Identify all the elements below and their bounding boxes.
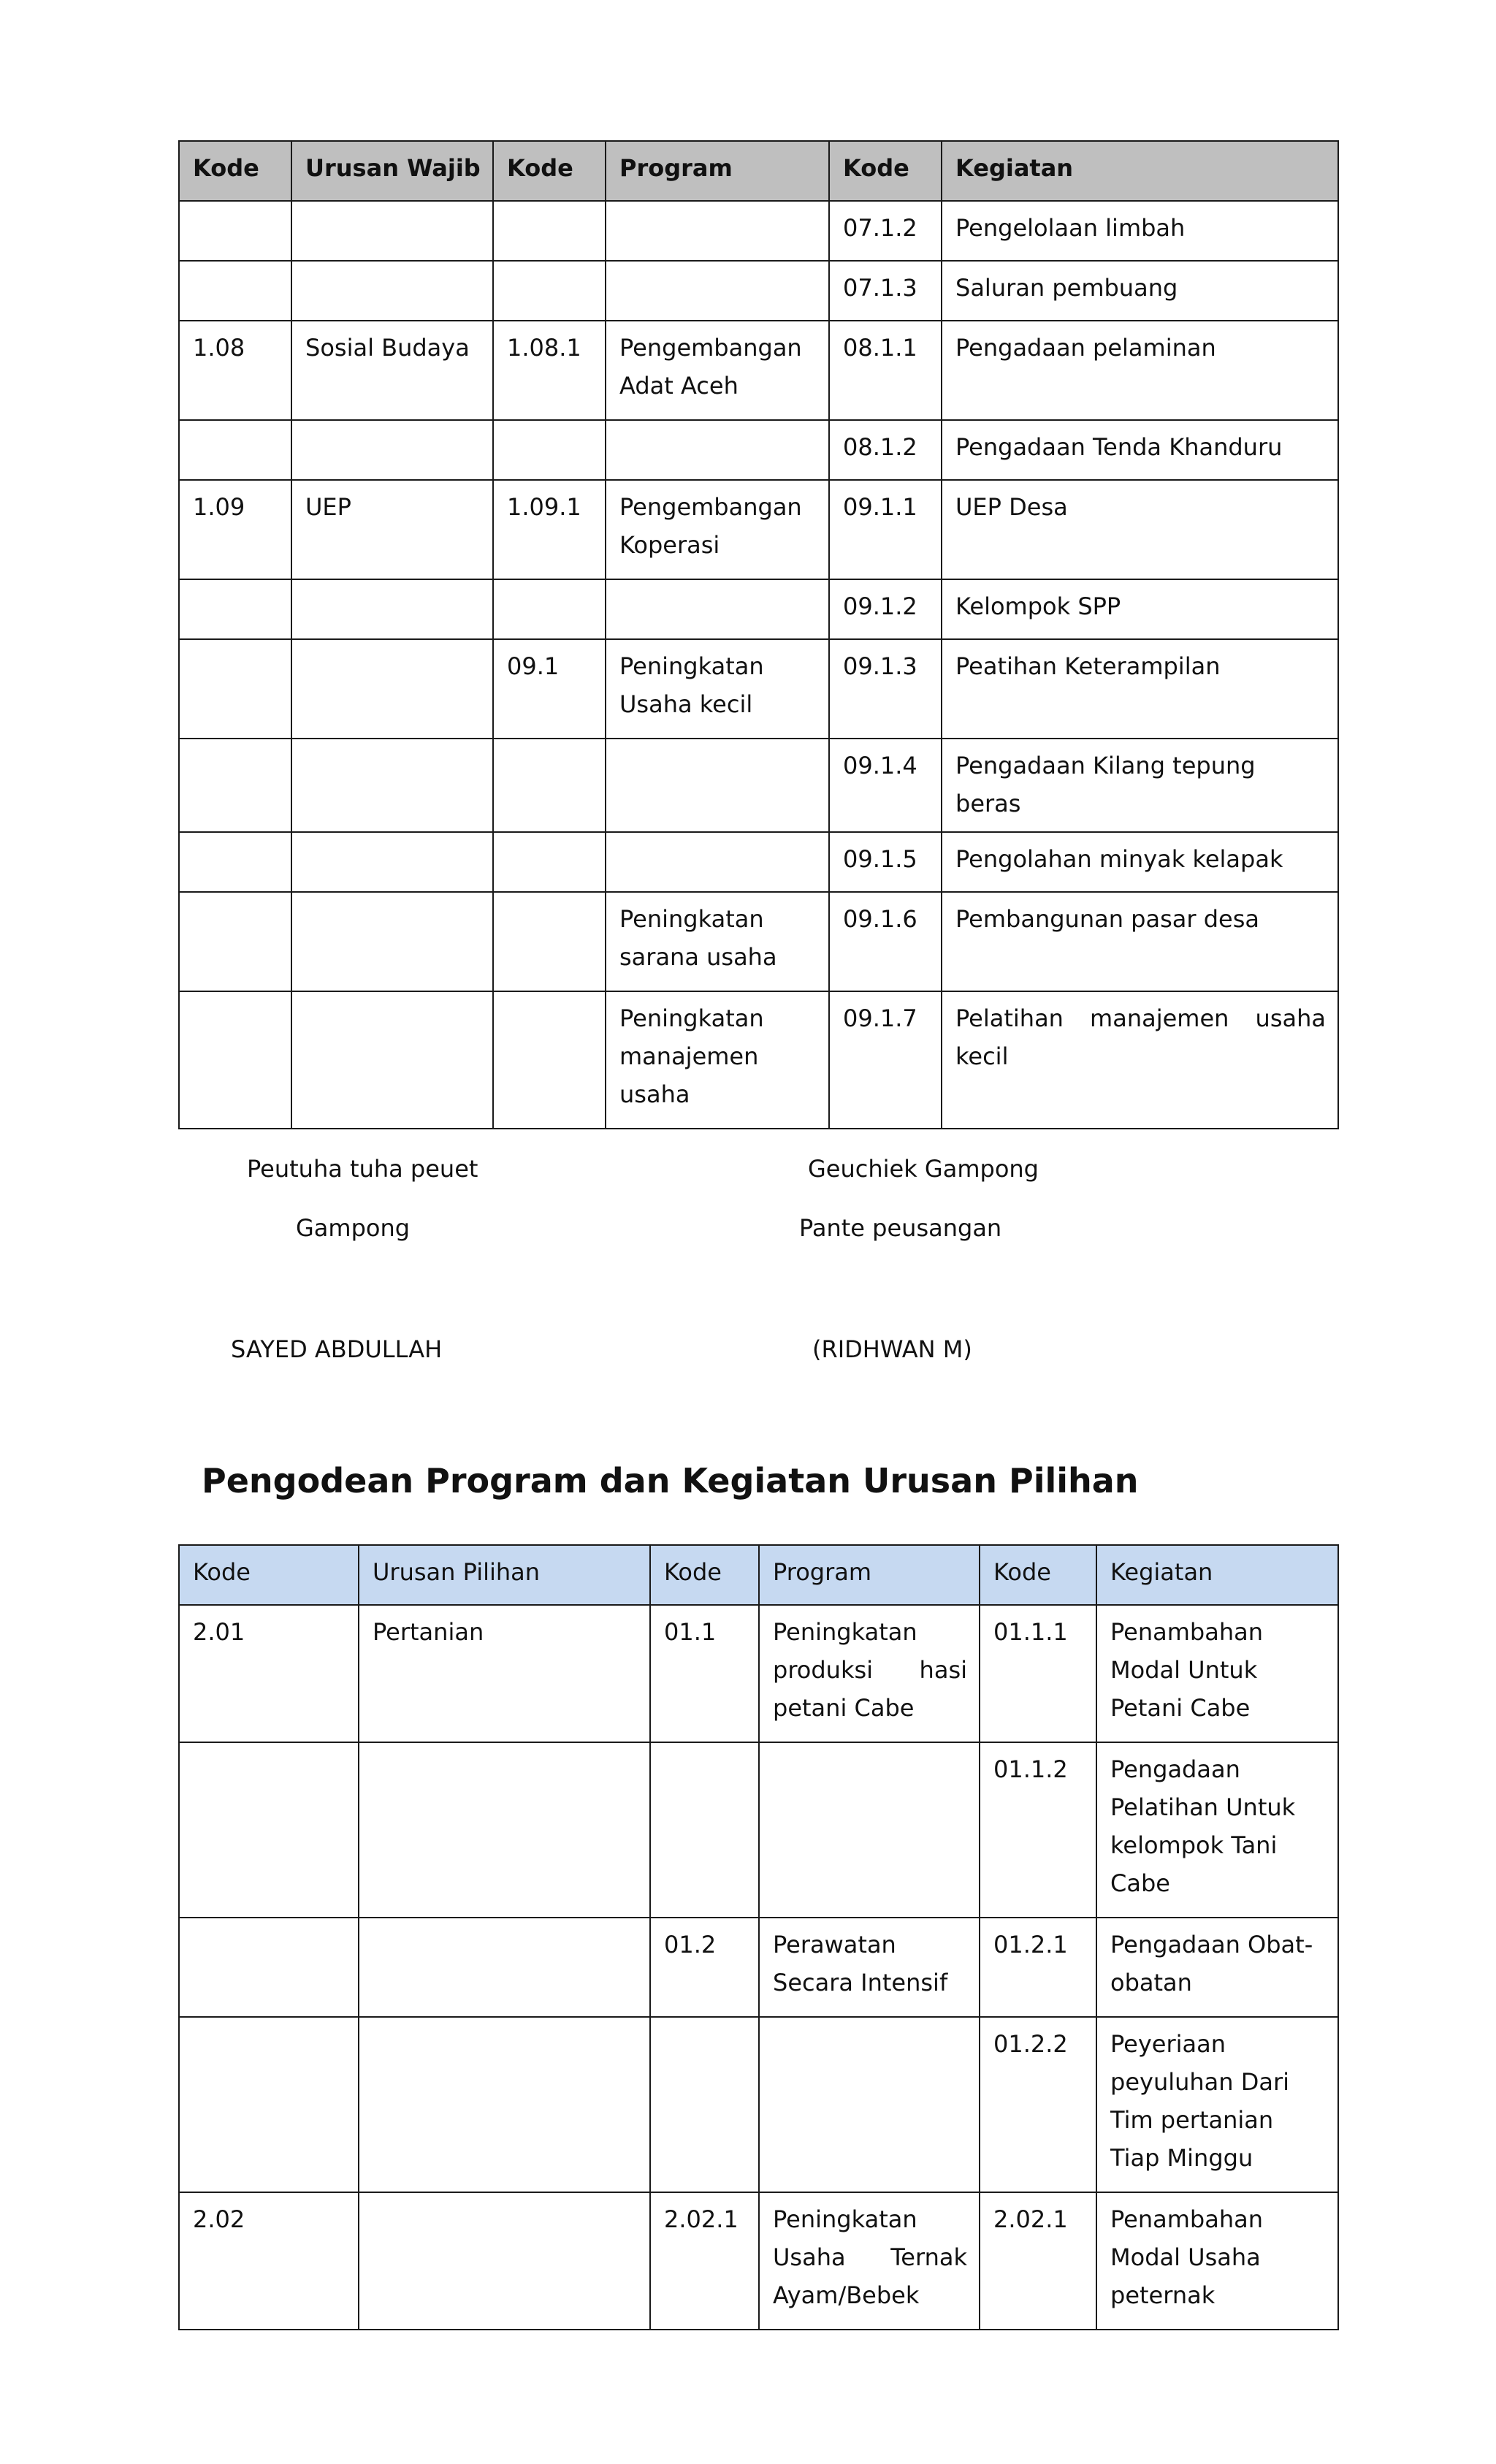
table-cell: Sosial Budaya [291,321,493,420]
table-cell: Pengembangan Adat Aceh [606,321,829,420]
table-cell: Pengolahan minyak kelapak [942,832,1338,892]
table-cell: 2.02 [179,2192,359,2330]
table-cell [359,2192,650,2330]
table-cell: 01.2.1 [980,1918,1096,2017]
signature-right-title-2: Pante peusangan [799,1214,1002,1242]
table-cell: Pengadaan pelaminan [942,321,1338,420]
section-heading: Pengodean Program dan Kegiatan Urusan Pilihan [202,1461,1139,1500]
table-cell: 1.08 [179,321,291,420]
table-cell [179,420,291,480]
signature-right-title-1: Geuchiek Gampong [808,1155,1039,1183]
table-cell [179,639,291,739]
table-cell: Peyeriaan peyuluhan Dari Tim pertanian Tiap Minggu [1096,2017,1338,2192]
header-kode: Kode [650,1545,759,1605]
table-cell [291,579,493,639]
table-row [179,1918,1338,2017]
table-cell: Pengadaan Obat-obatan [1096,1918,1338,2017]
table-cell [650,1742,759,1918]
table-cell [291,739,493,832]
table-cell: Perawatan Secara Intensif [759,1918,980,2017]
table-cell: 1.09.1 [493,480,606,579]
header-kode: Kode [493,141,606,201]
table-row [179,639,1338,739]
header-kode: Kode [829,141,942,201]
table-cell [606,832,829,892]
table-cell [291,991,493,1129]
table-row [179,892,1338,991]
table-cell: 09.1.4 [829,739,942,832]
table-cell [291,639,493,739]
table-cell: 01.1.2 [980,1742,1096,1918]
table-row [179,480,1338,579]
table-cell [291,261,493,321]
table-cell: Saluran pembuang [942,261,1338,321]
table-cell [359,1918,650,2017]
header-kegiatan: Kegiatan [1096,1545,1338,1605]
table-cell [179,579,291,639]
table-cell: Pengadaan Kilang tepung beras [942,739,1338,832]
header-urusan-pilihan: Urusan Pilihan [359,1545,650,1605]
table-row [179,1605,1338,1742]
table-cell [493,201,606,261]
table-row [179,2017,1338,2192]
header-program: Program [606,141,829,201]
signature-left-name: SAYED ABDULLAH [231,1335,443,1363]
table-cell: UEP [291,480,493,579]
table-cell [291,892,493,991]
table-row [179,991,1338,1129]
table-cell [493,579,606,639]
table-cell [179,739,291,832]
table-cell: Pengadaan Pelatihan Untuk kelompok Tani Cabe [1096,1742,1338,1918]
table-cell: Pembangunan pasar desa [942,892,1338,991]
table-cell [179,2017,359,2192]
table-cell: 09.1.3 [829,639,942,739]
table-cell [759,2017,980,2192]
table-cell: 01.2.2 [980,2017,1096,2192]
table-cell [359,1742,650,1918]
table-cell: Penambahan Modal Usaha peternak [1096,2192,1338,2330]
table-row [179,832,1338,892]
table-row [179,201,1338,261]
table-cell: 09.1.2 [829,579,942,639]
table-cell: 09.1.6 [829,892,942,991]
table-cell [493,832,606,892]
table-cell [493,261,606,321]
header-urusan-wajib: Urusan Wajib [291,141,493,201]
table-cell: 07.1.2 [829,201,942,261]
table-header-row [179,141,1338,201]
urusan-wajib-table [178,140,1339,1129]
header-kegiatan: Kegiatan [942,141,1338,201]
table-cell: 09.1.7 [829,991,942,1129]
table-cell: 09.1 [493,639,606,739]
table-cell [493,739,606,832]
table-cell: 2.02.1 [980,2192,1096,2330]
table-cell [650,2017,759,2192]
header-kode: Kode [179,141,291,201]
signature-right-name: (RIDHWAN M) [812,1335,972,1363]
table-header-row [179,1545,1338,1605]
table-cell: 1.08.1 [493,321,606,420]
table-row [179,261,1338,321]
table-cell [291,420,493,480]
table-cell [179,1918,359,2017]
table-cell: 07.1.3 [829,261,942,321]
table-cell: 09.1.5 [829,832,942,892]
table-cell: Penambahan Modal Untuk Petani Cabe [1096,1605,1338,1742]
table-cell [359,2017,650,2192]
signature-left-title-1: Peutuha tuha peuet [247,1155,478,1183]
table-cell: 01.2 [650,1918,759,2017]
table-row [179,420,1338,480]
table-cell: Pelatihan manajemen usaha kecil [942,991,1338,1129]
table-cell: Peningkatan Usaha kecil [606,639,829,739]
table-row [179,739,1338,832]
table-cell [759,1742,980,1918]
table-cell: 1.09 [179,480,291,579]
header-program: Program [759,1545,980,1605]
table-cell: Peatihan Keterampilan [942,639,1338,739]
table-cell: 01.1.1 [980,1605,1096,1742]
table-cell [493,892,606,991]
table-cell: UEP Desa [942,480,1338,579]
table-cell [179,832,291,892]
table-cell [493,420,606,480]
table-cell: Peningkatan manajemen usaha [606,991,829,1129]
table-cell: Pengelolaan limbah [942,201,1338,261]
table-cell: Pengadaan Tenda Khanduru [942,420,1338,480]
table-cell: Pengembangan Koperasi [606,480,829,579]
table-row [179,1742,1338,1918]
table-cell [179,1742,359,1918]
table-cell: 09.1.1 [829,480,942,579]
table-cell [291,201,493,261]
table-row [179,579,1338,639]
table-cell [606,201,829,261]
signature-left-title-2: Gampong [296,1214,411,1242]
header-kode: Kode [980,1545,1096,1605]
header-kode: Kode [179,1545,359,1605]
table-cell [606,420,829,480]
table-row [179,321,1338,420]
urusan-pilihan-table [178,1544,1339,2330]
table-cell: 08.1.2 [829,420,942,480]
table-cell [606,261,829,321]
table-cell: Pertanian [359,1605,650,1742]
table-cell [179,261,291,321]
table-cell [179,991,291,1129]
table-cell [179,892,291,991]
table-cell [606,579,829,639]
table-cell [179,201,291,261]
table-cell: 08.1.1 [829,321,942,420]
table-cell: Peningkatan sarana usaha [606,892,829,991]
table-row [179,2192,1338,2330]
table-cell: Peningkatan produksi hasi petani Cabe [759,1605,980,1742]
table-cell [606,739,829,832]
table-cell [493,991,606,1129]
table-cell: 2.01 [179,1605,359,1742]
table-cell: Peningkatan Usaha Ternak Ayam/Bebek [759,2192,980,2330]
table-cell: 2.02.1 [650,2192,759,2330]
table-cell: Kelompok SPP [942,579,1338,639]
table-cell [291,832,493,892]
table-cell: 01.1 [650,1605,759,1742]
